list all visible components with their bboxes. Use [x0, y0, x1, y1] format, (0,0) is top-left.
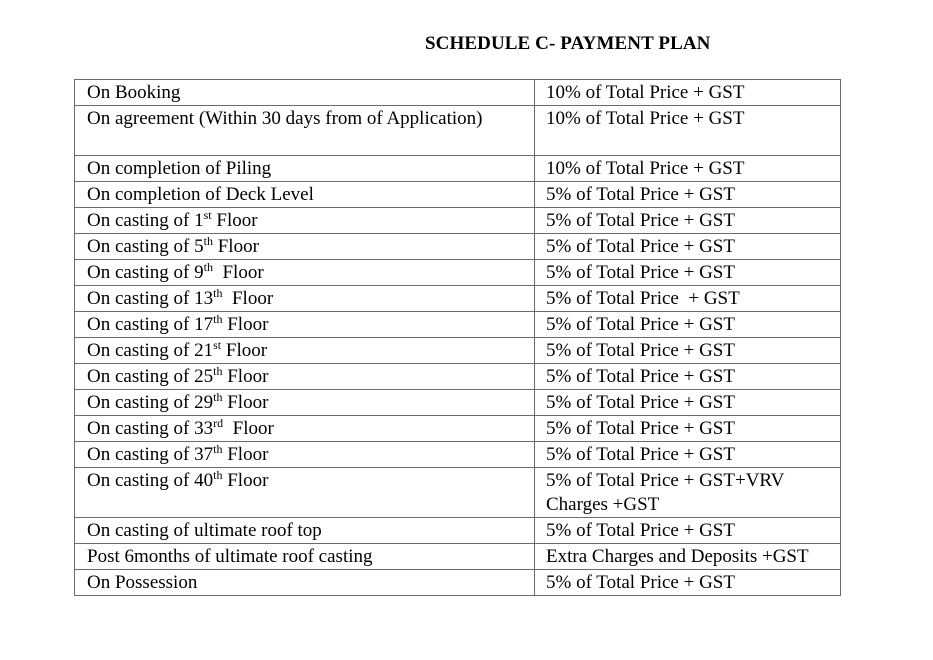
ordinal-suffix: rd — [213, 416, 224, 430]
payment-cell: 5% of Total Price + GST — [535, 234, 841, 260]
table-row — [75, 570, 841, 596]
payment-cell: 5% of Total Price + GST — [535, 518, 841, 544]
payment-cell: 5% of Total Price + GST — [535, 570, 841, 596]
payment-cell: 5% of Total Price + GST — [535, 182, 841, 208]
stage-cell — [75, 234, 535, 260]
payment-cell: 5% of Total Price + GST+VRV Charges +GST — [535, 468, 841, 518]
stage-text: On casting of 9 — [87, 262, 204, 283]
table-row — [75, 364, 841, 390]
stage-cell — [75, 390, 535, 416]
stage-text: On casting of 21 — [87, 340, 214, 361]
stage-floor-label: Floor — [222, 470, 269, 491]
stage-text: On casting of 25 — [87, 366, 214, 387]
stage-cell: On agreement (Within 30 days from of Application) — [75, 106, 535, 156]
stage-cell — [75, 338, 535, 364]
stage-floor-label: Floor — [222, 392, 269, 413]
payment-cell: 5% of Total Price + GST — [535, 208, 841, 234]
stage-cell: On casting of ultimate roof top — [75, 518, 535, 544]
payment-cell: 5% of Total Price + GST — [535, 286, 841, 312]
stage-cell: On Possession — [75, 570, 535, 596]
table-row — [75, 442, 841, 468]
payment-cell: 5% of Total Price + GST — [535, 364, 841, 390]
ordinal-suffix: th — [213, 286, 223, 300]
payment-cell: 5% of Total Price + GST — [535, 338, 841, 364]
stage-floor-label: Floor — [211, 210, 258, 231]
ordinal-suffix: th — [213, 312, 223, 326]
stage-floor-label: Floor — [222, 314, 269, 335]
table-row — [75, 156, 841, 182]
stage-floor-label: Floor — [212, 262, 264, 283]
ordinal-suffix: th — [213, 442, 223, 456]
payment-cell: 5% of Total Price + GST — [535, 390, 841, 416]
table-row — [75, 234, 841, 260]
stage-cell — [75, 364, 535, 390]
table-row — [75, 80, 841, 106]
table-row — [75, 312, 841, 338]
stage-text: On casting of 13 — [87, 288, 214, 309]
ordinal-suffix: th — [213, 364, 223, 378]
stage-cell — [75, 442, 535, 468]
payment-plan-table — [74, 79, 841, 596]
payment-cell: Extra Charges and Deposits +GST — [535, 544, 841, 570]
stage-floor-label: Floor — [222, 288, 274, 309]
table-row — [75, 106, 841, 156]
payment-cell: 10% of Total Price + GST — [535, 106, 841, 156]
table-row — [75, 286, 841, 312]
stage-cell — [75, 260, 535, 286]
document-title: SCHEDULE C- PAYMENT PLAN — [425, 33, 711, 54]
payment-cell: 5% of Total Price + GST — [535, 442, 841, 468]
ordinal-suffix: st — [213, 338, 222, 352]
table-row — [75, 468, 841, 518]
ordinal-suffix: st — [203, 208, 212, 222]
stage-cell: On Booking — [75, 80, 535, 106]
stage-text: On casting of 37 — [87, 444, 214, 465]
ordinal-suffix: th — [203, 260, 213, 274]
payment-cell: 5% of Total Price + GST — [535, 416, 841, 442]
table-row — [75, 260, 841, 286]
payment-cell: 10% of Total Price + GST — [535, 156, 841, 182]
stage-text: On casting of 1 — [87, 210, 204, 231]
table-row — [75, 416, 841, 442]
table-row — [75, 182, 841, 208]
table-row — [75, 338, 841, 364]
stage-cell — [75, 312, 535, 338]
stage-cell — [75, 416, 535, 442]
stage-cell: Post 6months of ultimate roof casting — [75, 544, 535, 570]
stage-cell: On completion of Deck Level — [75, 182, 535, 208]
payment-cell: 10% of Total Price + GST — [535, 80, 841, 106]
payment-cell: 5% of Total Price + GST — [535, 260, 841, 286]
table-row — [75, 518, 841, 544]
table-row — [75, 390, 841, 416]
stage-floor-label: Floor — [222, 366, 269, 387]
stage-floor-label: Floor — [222, 444, 269, 465]
table-row — [75, 208, 841, 234]
stage-cell — [75, 208, 535, 234]
table-row — [75, 544, 841, 570]
stage-cell — [75, 286, 535, 312]
stage-floor-label: Floor — [221, 340, 268, 361]
stage-text: On casting of 40 — [87, 470, 214, 491]
ordinal-suffix: th — [203, 234, 213, 248]
stage-text: On casting of 29 — [87, 392, 214, 413]
stage-text: On casting of 33 — [87, 418, 214, 439]
stage-cell — [75, 468, 535, 518]
ordinal-suffix: th — [213, 390, 223, 404]
ordinal-suffix: th — [213, 468, 223, 482]
payment-cell: 5% of Total Price + GST — [535, 312, 841, 338]
stage-floor-label: Floor — [223, 418, 274, 439]
stage-floor-label: Floor — [212, 236, 259, 257]
stage-cell: On completion of Piling — [75, 156, 535, 182]
stage-text: On casting of 17 — [87, 314, 214, 335]
stage-text: On casting of 5 — [87, 236, 204, 257]
